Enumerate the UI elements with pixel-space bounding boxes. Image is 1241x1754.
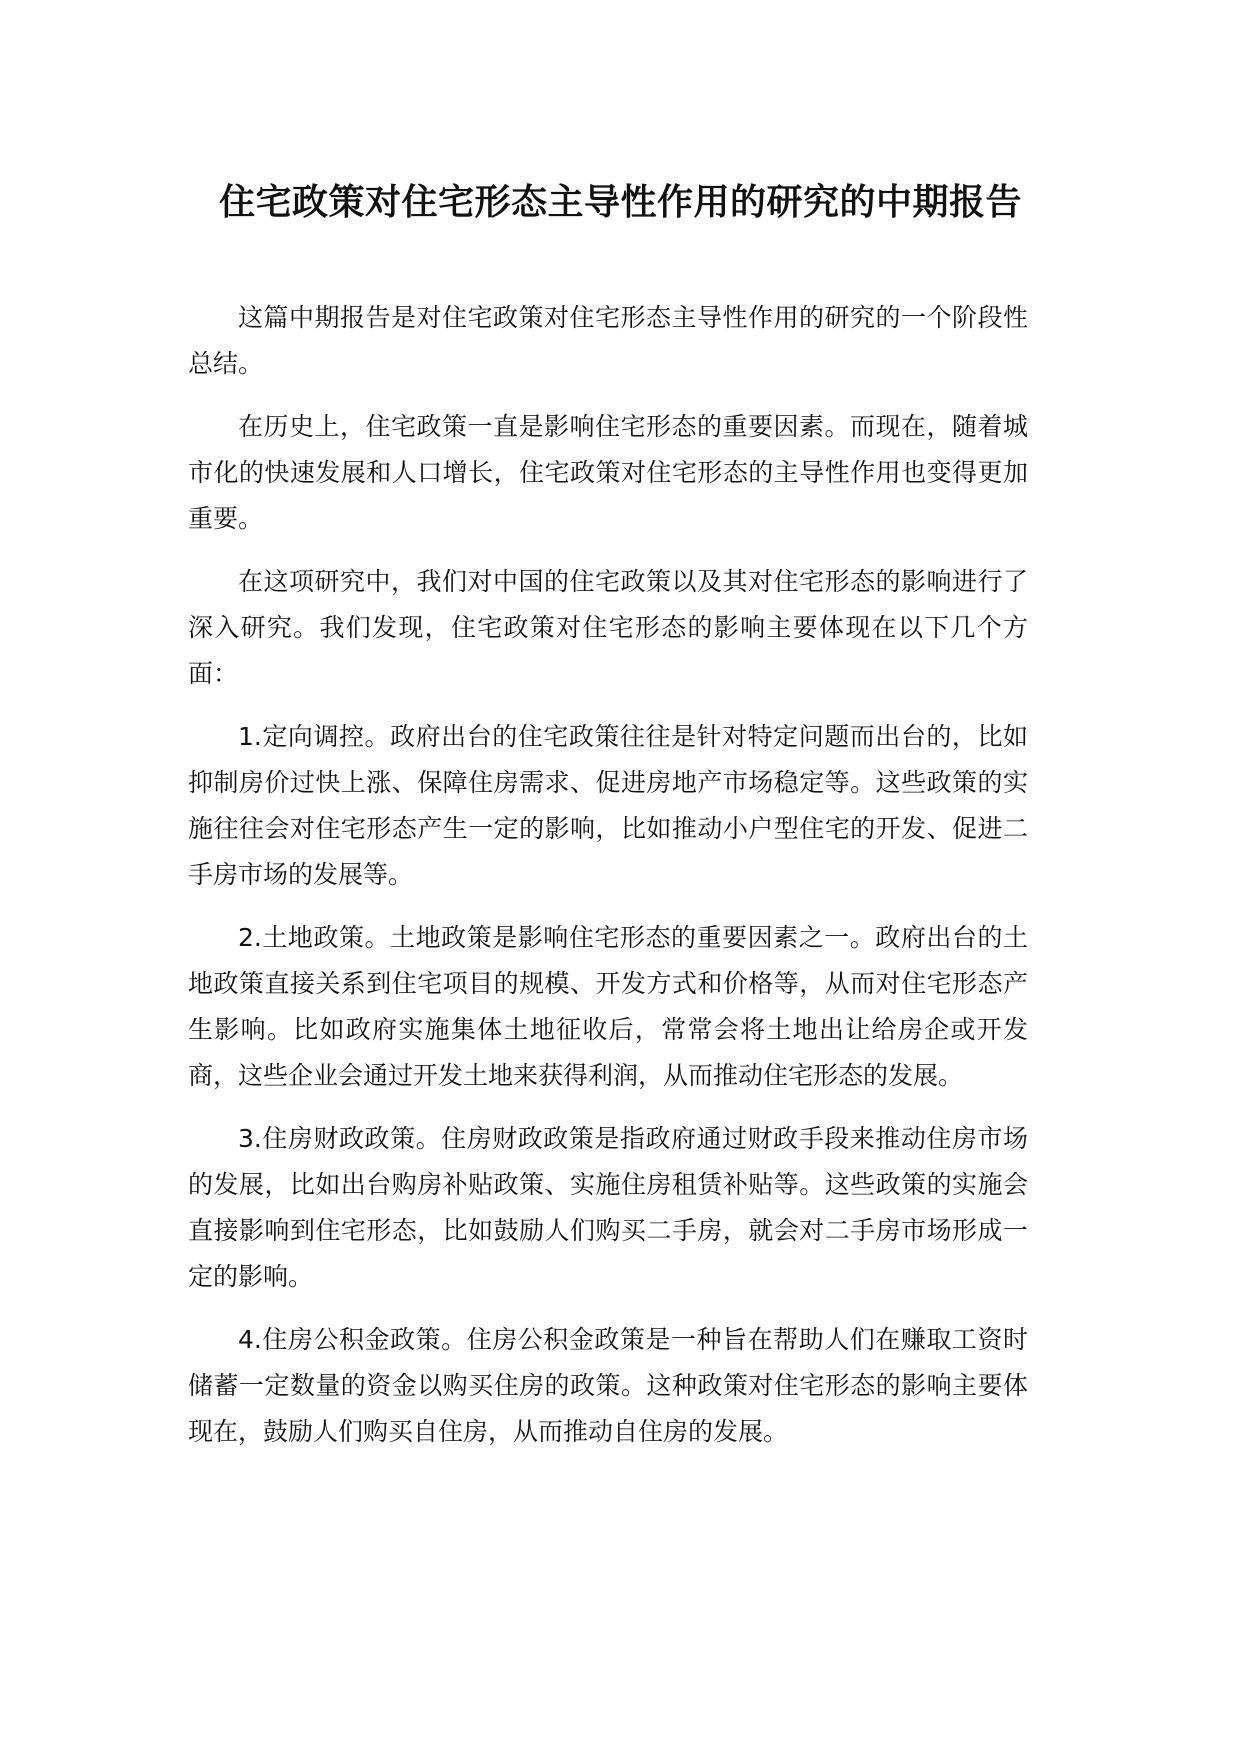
document-body	[188, 295, 1028, 1472]
document-title: 住宅政策对住宅形态主导性作用的研究的中期报告	[218, 182, 1022, 223]
paragraph-point-4: 4.住房公积金政策。住房公积金政策是一种旨在帮助人们在赚取工资时储蓄一定数量的资金以购买住房的政策。这种政策对住宅形态的影响主要体现在，鼓励人们购买自住房，从而推动自住房的发展。	[188, 1325, 1028, 1446]
paragraph-intro: 这篇中期报告是对住宅政策对住宅形态主导性作用的研究的一个阶段性总结。	[188, 303, 1028, 378]
paragraph-point-2: 2.土地政策。土地政策是影响住宅形态的重要因素之一。政府出台的土地政策直接关系到住宅项目的规模、开发方式和价格等，从而对住宅形态产生影响。比如政府实施集体土地征收后，常常会将土地出让给房企或开发商，这些企业会通过开发土地来获得利润，从而推动住宅形态的发展。	[188, 923, 1028, 1090]
paragraph-research: 在这项研究中，我们对中国的住宅政策以及其对住宅形态的影响进行了深入研究。我们发现，住宅政策对住宅形态的影响主要体现在以下几个方面：	[188, 567, 1028, 688]
paragraph-point-1: 1.定向调控。政府出台的住宅政策往往是针对特定问题而出台的，比如抑制房价过快上涨、保障住房需求、促进房地产市场稳定等。这些政策的实施往往会对住宅形态产生一定的影响，比如推动小户型住宅的开发、促进二手房市场的发展等。	[188, 722, 1028, 889]
paragraph-point-3: 3.住房财政政策。住房财政政策是指政府通过财政手段来推动住房市场的发展，比如出台购房补贴政策、实施住房租赁补贴等。这些政策的实施会直接影响到住宅形态，比如鼓励人们购买二手房，就会对二手房市场形成一定的影响。	[188, 1124, 1028, 1291]
paragraph-history: 在历史上，住宅政策一直是影响住宅形态的重要因素。而现在，随着城市化的快速发展和人口增长，住宅政策对住宅形态的主导性作用也变得更加重要。	[188, 412, 1028, 533]
